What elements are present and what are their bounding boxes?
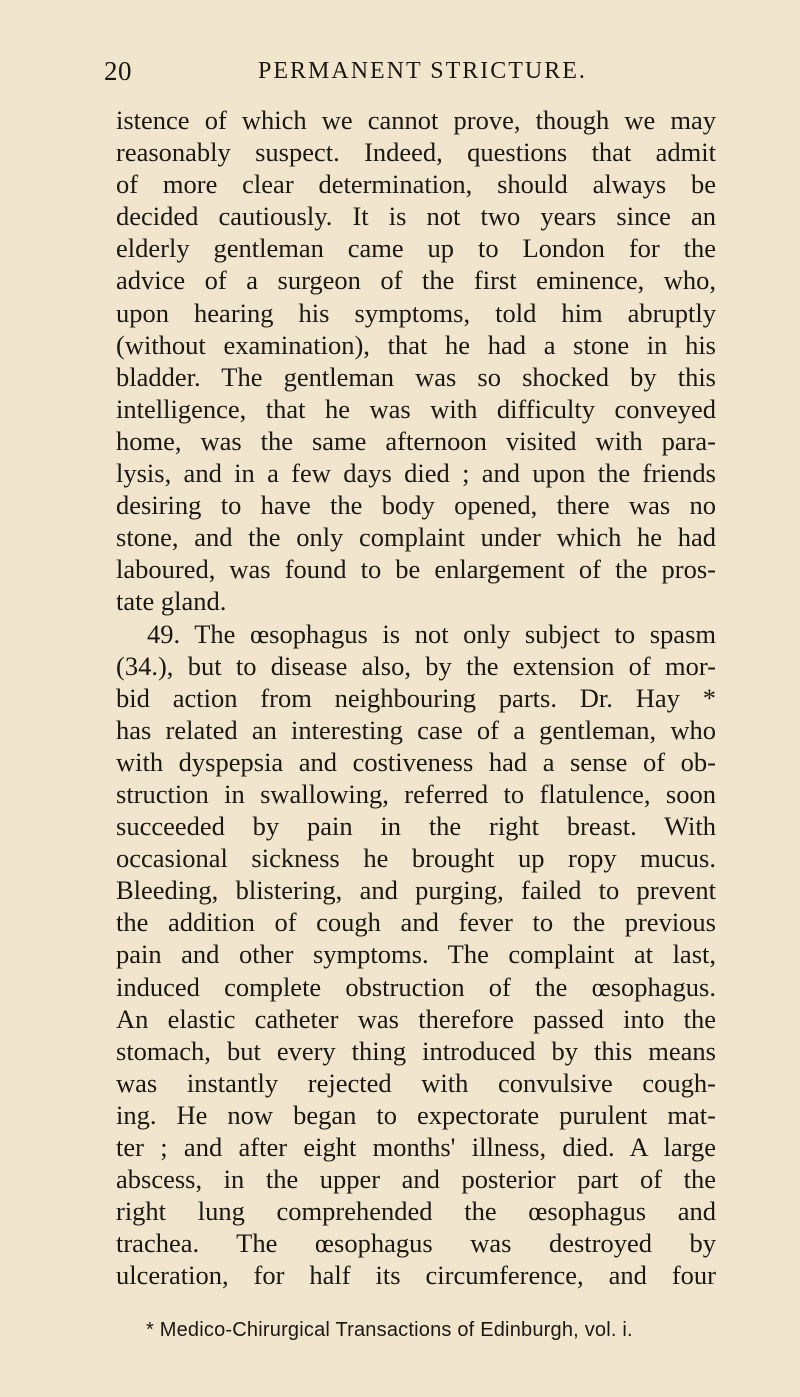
text-line: stomach, but every thing introduced by this means bbox=[116, 1035, 716, 1066]
text-line: abscess, in the upper and posterior part of the bbox=[116, 1164, 716, 1195]
paragraph-49-start: 49. The œsophagus is not only subject to spasm bbox=[147, 618, 716, 649]
text-line: An elastic catheter was therefore passed into the bbox=[116, 1003, 716, 1034]
text-line: istence of which we cannot prove, though we may bbox=[116, 105, 716, 135]
running-head bbox=[104, 56, 704, 90]
body-text bbox=[116, 104, 716, 1291]
text-line: home, was the same afternoon visited with para- bbox=[116, 425, 716, 456]
text-line: ing. He now began to expectorate purulent mat- bbox=[116, 1099, 716, 1130]
text-line: decided cautiously. It is not two years since an bbox=[116, 201, 716, 232]
text-line: of more clear determination, should always be bbox=[116, 169, 716, 200]
running-title: PERMANENT STRICTURE. bbox=[258, 58, 587, 84]
text-line: laboured, was found to be enlargement of the pros- bbox=[116, 554, 716, 585]
text-line: stone, and the only complaint under which he had bbox=[116, 522, 716, 553]
text-line: elderly gentleman came up to London for the bbox=[116, 233, 716, 264]
text-line: was instantly rejected with convulsive cough- bbox=[116, 1067, 716, 1098]
footnote: * Medico-Chirurgical Transactions of Edinburgh, vol. i. bbox=[146, 1319, 633, 1341]
text-line: (without examination), that he had a stone in his bbox=[116, 329, 716, 360]
text-line: ter ; and after eight months' illness, died. A large bbox=[116, 1132, 716, 1162]
page-number: 20 bbox=[104, 56, 132, 86]
text-line: upon hearing his symptoms, told him abruptly bbox=[116, 297, 716, 328]
text-line: ulceration, for half its circumference, and four bbox=[116, 1260, 716, 1291]
text-line: induced complete obstruction of the œsophagus. bbox=[116, 971, 716, 1002]
text-line: intelligence, that he was with difficulty conveyed bbox=[116, 393, 716, 424]
text-line: tate gland. bbox=[116, 586, 227, 617]
text-line: desiring to have the body opened, there was no bbox=[116, 490, 716, 521]
text-line: has related an interesting case of a gentleman, who bbox=[116, 714, 716, 745]
text-line: struction in swallowing, referred to flatulence, soon bbox=[116, 778, 716, 809]
text-line: bladder. The gentleman was so shocked by this bbox=[116, 361, 716, 392]
text-line: pain and other symptoms. The complaint at last, bbox=[116, 939, 716, 970]
text-line: succeeded by pain in the right breast. With bbox=[116, 811, 716, 842]
text-line: occasional sickness he brought up ropy mucus. bbox=[116, 843, 716, 874]
text-line: the addition of cough and fever to the previous bbox=[116, 907, 716, 938]
text-line: trachea. The œsophagus was destroyed by bbox=[116, 1228, 716, 1259]
text-line: reasonably suspect. Indeed, questions that admit bbox=[116, 137, 716, 168]
text-line: Bleeding, blistering, and purging, failed to prevent bbox=[116, 875, 716, 906]
text-line: advice of a surgeon of the first eminence, who, bbox=[116, 265, 716, 296]
text-line: lysis, and in a few days died ; and upon the friends bbox=[116, 458, 716, 489]
text-line: (34.), but to disease also, by the extension of mor- bbox=[116, 650, 716, 681]
text-line: right lung comprehended the œsophagus and bbox=[116, 1196, 716, 1227]
text-line: with dyspepsia and costiveness had a sense of ob- bbox=[116, 746, 716, 777]
text-line: bid action from neighbouring parts. Dr. Hay * bbox=[116, 682, 716, 713]
